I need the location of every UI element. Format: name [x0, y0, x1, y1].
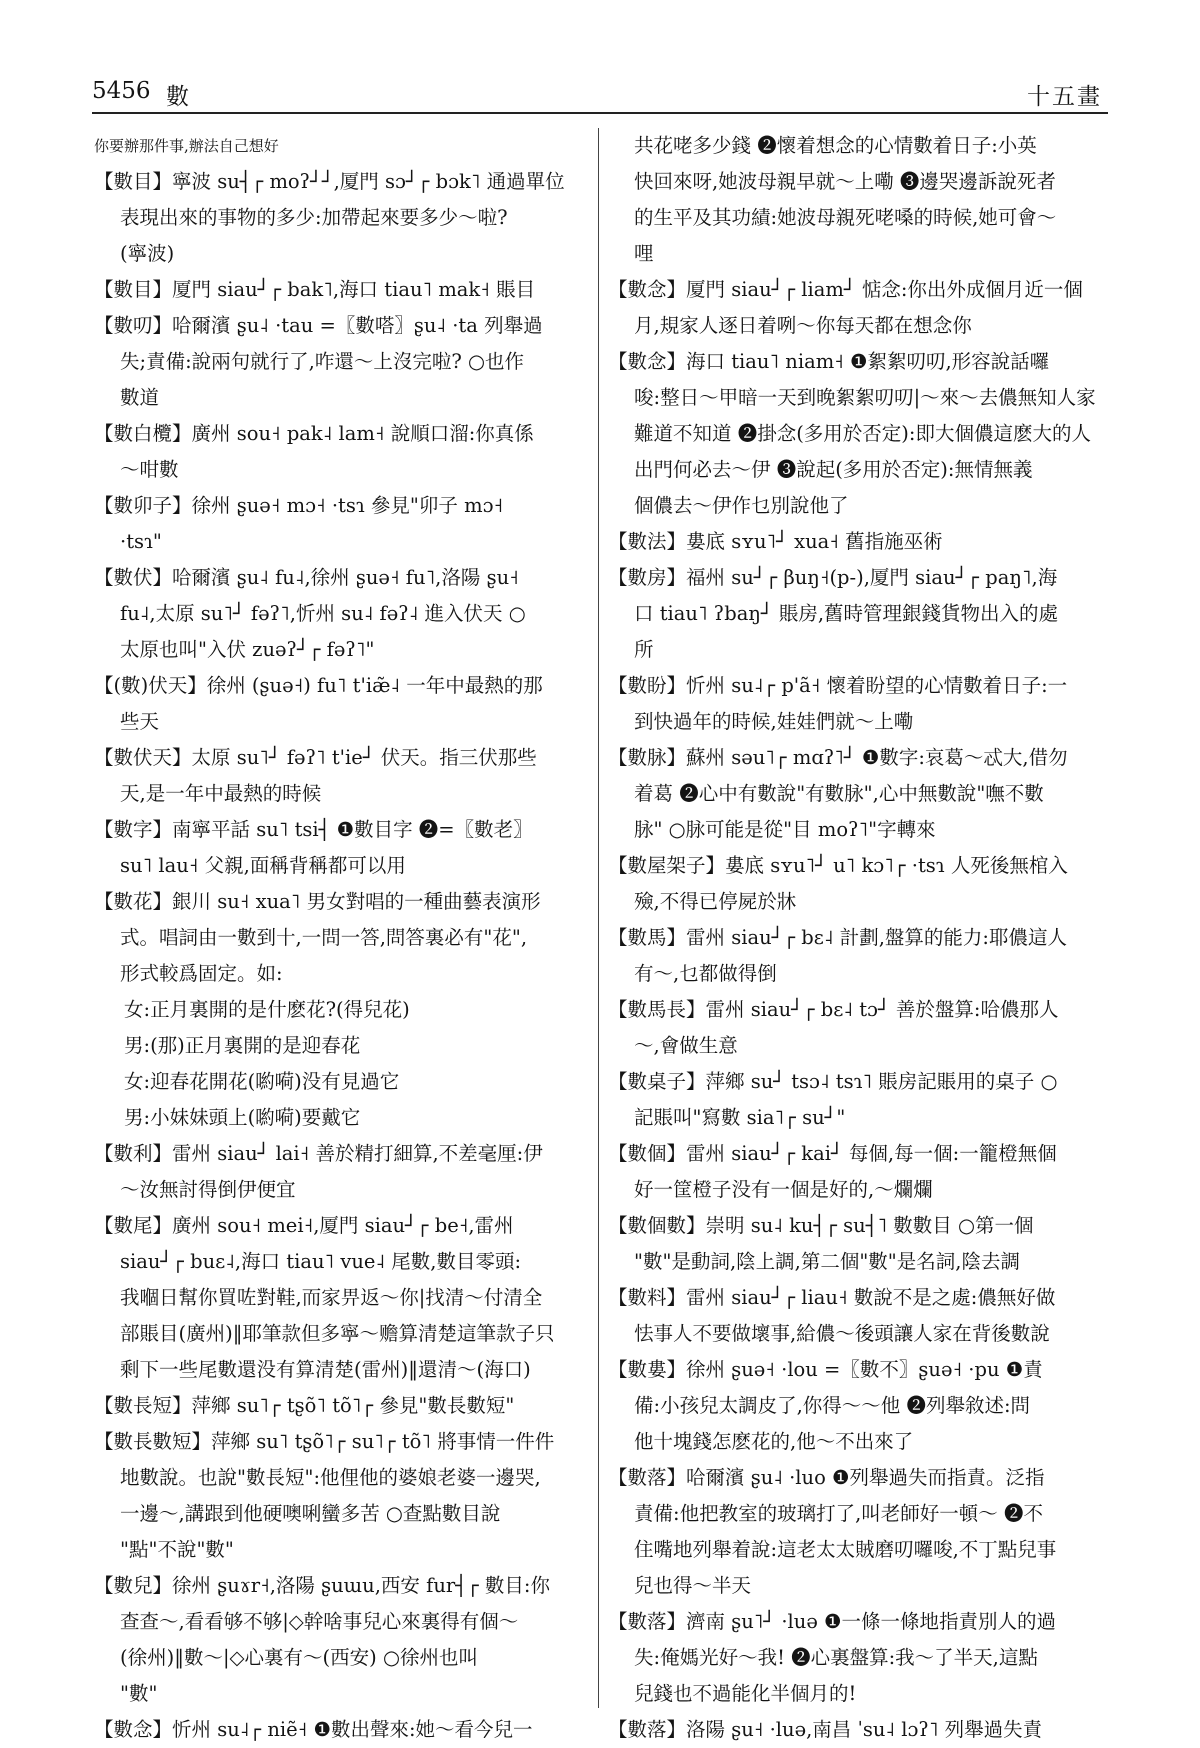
- right-column-line: ～,會做生意: [634, 1034, 738, 1057]
- right-column-line: 所: [634, 638, 654, 661]
- right-column-line: 到快過年的時候,娃娃們就～上嘞: [634, 710, 914, 733]
- left-column-line: 一邊～,講跟到他硬噢唎蠻多苦 ○查點數目說: [120, 1502, 501, 1525]
- right-column-line: 個儂去～伊作乜別說他了: [634, 494, 849, 517]
- head-character: 數: [166, 84, 189, 110]
- left-column-line: 查查～,看看够不够|◇幹啥事兒心來裏得有個～: [120, 1610, 519, 1633]
- right-column-line: 【數屋架子】婁底 sʏu˥┘ u˥ kɔ˥┌ ·tsɿ 人死後無棺入: [608, 854, 1068, 877]
- left-column-line: 【數念】忻州 su˨┌ niẽ˧ ❶數出聲來:她～看今兒一: [94, 1718, 533, 1741]
- left-column-line: 些天: [120, 710, 160, 733]
- left-column-line: 表現出來的事物的多少:加帶起來要多少～啦?: [120, 206, 508, 229]
- right-column-line: 【數念】海口 tiau˥ niam˧ ❶絮絮叨叨,形容說話囉: [608, 350, 1050, 373]
- right-column-line: 着葛 ❷心中有數說"有數脉",心中無數說"嘸不數: [634, 782, 1044, 805]
- right-column-line: 有～,乜都做得倒: [634, 962, 777, 985]
- left-column-line: 男:小妹妹頭上(喲嗬)要戴它: [124, 1106, 361, 1129]
- right-column-line: 難道不知道 ❷掛念(多用於否定):即大個儂這麽大的人: [634, 422, 1091, 445]
- left-column-line: 【數利】雷州 siau┘ lai˧ 善於精打細算,不差毫厘:伊: [94, 1142, 543, 1165]
- right-column-line: 【數料】雷州 siau┘┌ liau˧ 數說不是之處:儂無好做: [608, 1286, 1056, 1309]
- left-column-line: (徐州)‖數～|◇心裏有～(西安) ○徐州也叫: [120, 1646, 478, 1669]
- right-column-line: 【數個數】崇明 su˨ ku┤┌ su┤˥ 數數目 ○第一個: [608, 1214, 1034, 1237]
- right-column-line: 殮,不得已停屍於牀: [634, 890, 797, 913]
- right-column-line: 快回來呀,她波母親早就～上嘞 ❸邊哭邊訴說死者: [634, 170, 1056, 193]
- left-column-line: 【(數)伏天】徐州 (ʂuə˧) fu˥ t'iæ̃˨ 一年中最熱的那: [94, 674, 543, 697]
- left-column-line: 女:正月裏開的是什麽花?(得兒花): [124, 998, 410, 1021]
- right-column-line: 備:小孩兒太調皮了,你得～～他 ❷列舉敘述:問: [634, 1394, 1031, 1417]
- right-column-line: 【數房】福州 su┘┌ βuŋ˧(p-),厦門 siau┘┌ paŋ˥,海: [608, 566, 1058, 589]
- right-column-line: 失:俺媽光好～我! ❷心裏盤算:我～了半天,這點: [634, 1646, 1038, 1669]
- right-column-line: 怯事人不要做壞事,給儂～後頭讓人家在背後數說: [634, 1322, 1050, 1345]
- left-column-line: 【數叨】哈爾濱 ʂu˨ ·tau =〖數嗒〗ʂu˨ ·ta 列舉過: [94, 314, 543, 337]
- left-column-line: 【數字】南寧平話 su˥ tsi┤ ❶數目字 ❷=〖數老〗: [94, 818, 533, 841]
- right-column-line: 兒也得～半天: [634, 1574, 752, 1597]
- right-column-line: 【數盼】忻州 su˨┌ p'ã˧ 懷着盼望的心情數着日子:一: [608, 674, 1068, 697]
- right-column-line: 【數念】厦門 siau┘┌ liam┘ 惦念:你出外成個月近一個: [608, 278, 1083, 301]
- right-column-line: 兒錢也不過能化半個月的!: [634, 1682, 857, 1705]
- left-column-line: (寧波): [120, 242, 175, 265]
- left-column-line: 【數花】銀川 su˧ xua˥ 男女對唱的一種曲藝表演形: [94, 890, 541, 913]
- left-column-line: 女:迎春花開花(喲嗬)没有見過它: [124, 1070, 400, 1093]
- right-column-line: 共花咾多少錢 ❷懷着想念的心情數着日子:小英: [634, 134, 1037, 157]
- left-column-line: 我嗰日幫你買咗對鞋,而家畀返～你|找清～付清全: [120, 1286, 543, 1309]
- stroke-count-label: 十五畫: [1027, 84, 1102, 110]
- left-column-line: 剩下一些尾數還没有算清楚(雷州)‖還清～(海口): [120, 1358, 531, 1381]
- left-column-line: 【數伏天】太原 su˥┘ fəʔ˥ t'ie┘ 伏天。指三伏那些: [94, 746, 537, 769]
- left-column-line: 【數兒】徐州 ʂuɤr˧,洛陽 ʂuɯu,西安 fur┤┌ 數目:你: [94, 1574, 550, 1597]
- right-column-line: 【數落】洛陽 ʂu˧ ·luə,南昌 ˈsu˨ lɔʔ˥ 列舉過失責: [608, 1718, 1043, 1741]
- right-column-line: 他十塊錢怎麽花的,他～不出來了: [634, 1430, 914, 1453]
- left-column-line: 太原也叫"入伏 zuəʔ┘┌ fəʔ˥": [120, 638, 375, 661]
- right-column-line: 【數桌子】萍鄉 su┘ tsɔ˨ tsɿ˥ 賬房記賬用的桌子 ○: [608, 1070, 1058, 1093]
- right-column-line: 【數個】雷州 siau┘┌ kai┘ 每個,每一個:一籠橙無個: [608, 1142, 1057, 1165]
- left-column-line: 【數尾】廣州 sou˧ mei˧,厦門 siau┘┌ be˧,雷州: [94, 1214, 514, 1237]
- left-column-line: "數": [120, 1682, 158, 1705]
- left-column-line: 地數說。也說"數長短":他俚他的婆娘老婆一邊哭,: [120, 1466, 541, 1489]
- left-column-line: "點"不說"數": [120, 1538, 234, 1561]
- left-column-line: ·tsɿ": [120, 530, 162, 553]
- right-column-line: 住嘴地列舉着說:這老太太賊磨叨囉唆,不丁點兒事: [634, 1538, 1057, 1561]
- right-column-line: 的生平及其功績:她波母親死咾嗓的時候,她可會～: [634, 206, 1057, 229]
- right-column-line: 月,規家人逐日着咧～你每天都在想念你: [634, 314, 972, 337]
- left-column-line: 【數白欖】廣州 sou˧ pak˨ lam˧ 說順口溜:你真係: [94, 422, 534, 445]
- right-column-line: 責備:他把教室的玻璃打了,叫老師好一頓～ ❷不: [634, 1502, 1043, 1525]
- right-column-line: 【數婁】徐州 ʂuə˧ ·lou =〖數不〗ʂuə˧ ·pu ❶責: [608, 1358, 1043, 1381]
- right-column-line: 【數馬長】雷州 siau┘┌ bɛ˨ tɔ┘ 善於盤算:哈儂那人: [608, 998, 1059, 1021]
- left-column-line: fu˨,太原 su˥┘ fəʔ˥,忻州 su˨ fəʔ˨ 進入伏天 ○: [120, 602, 526, 625]
- left-column: [94, 128, 590, 1748]
- right-column-line: 好一筐橙子没有一個是好的,～爛爛: [634, 1178, 933, 1201]
- left-column-line: 男:(那)正月裏開的是迎春花: [124, 1034, 361, 1057]
- right-column-line: 【數法】婁底 sʏu˥┘ xua˧ 舊指施巫術: [608, 530, 943, 553]
- left-column-line: 數道: [120, 386, 160, 409]
- left-column-line: 天,是一年中最熱的時候: [120, 782, 322, 805]
- left-column-line: 式。唱詞由一數到十,一問一答,問答裏必有"花",: [120, 926, 528, 949]
- left-column-line: 【數伏】哈爾濱 ʂu˨ fu˨,徐州 ʂuə˧ fu˥,洛陽 ʂu˧: [94, 566, 519, 589]
- right-column-line: 記賬叫"寫數 sia˥┌ su┘": [634, 1106, 846, 1129]
- right-column-line: 【數落】哈爾濱 ʂu˨ ·luo ❶列舉過失而指責。泛指: [608, 1466, 1045, 1489]
- right-column-line: "數"是動詞,陰上調,第二個"數"是名詞,陰去調: [634, 1250, 1020, 1273]
- left-column-line: 【數目】厦門 siau┘┌ bak˥,海口 tiau˥ mak˧ 賬目: [94, 278, 536, 301]
- left-column-line: 你要辦那件事,辦法自己想好: [94, 137, 279, 155]
- right-column-line: 出門何必去～伊 ❸說起(多用於否定):無情無義: [634, 458, 1033, 481]
- left-column-line: 部賬目(廣州)‖耶筆款但多寧～赡算清楚這筆款子只: [120, 1322, 555, 1345]
- right-column-line: 【數馬】雷州 siau┘┌ bɛ˨ 計劃,盤算的能力:耶儂這人: [608, 926, 1067, 949]
- left-column-line: ～汝無討得倒伊便宜: [120, 1178, 296, 1201]
- column-divider: [598, 128, 599, 1708]
- right-column-line: 脉" ○脉可能是從"目 moʔ˥"字轉來: [634, 818, 936, 841]
- left-column-line: 失;責備:說兩句就行了,咋還～上沒完啦? ○也作: [120, 350, 525, 373]
- right-column-line: 唆:整日～甲暗一天到晚絮絮叨叨|～來～去儂無知人家: [634, 386, 1096, 409]
- right-column: [608, 128, 1104, 1748]
- left-column-line: 【數長數短】萍鄉 su˥ tʂõ˥┌ su˥┌ tõ˥ 將事情一件件: [94, 1430, 555, 1453]
- left-column-line: siau┘┌ buɛ˨,海口 tiau˥ vue˨ 尾數,數目零頭:: [120, 1250, 522, 1273]
- right-column-line: 哩: [634, 242, 654, 265]
- page-header: [92, 78, 1108, 112]
- page-number: 5456: [92, 78, 151, 104]
- right-column-line: 【數落】濟南 ʂu˥┘ ·luə ❶一條一條地指責別人的過: [608, 1610, 1057, 1633]
- right-column-line: 【數脉】蘇州 səu˥┌ mɑʔ˥┘ ❶數字:哀葛～忒大,借勿: [608, 746, 1068, 769]
- left-column-line: 【數目】寧波 su┤┌ moʔ┘┘,厦門 sɔ┘┌ bɔk˥ 通過單位: [94, 170, 565, 193]
- right-column-line: 口 tiau˥ ʔbaŋ┘ 賬房,舊時管理銀錢貨物出入的處: [634, 602, 1059, 625]
- left-column-line: su˥ lau˧ 父親,面稱背稱都可以用: [120, 854, 406, 877]
- left-column-line: 形式較爲固定。如:: [120, 962, 283, 985]
- left-column-line: 【數卯子】徐州 ʂuə˧ mɔ˧ ·tsɿ 參見"卯子 mɔ˧: [94, 494, 504, 517]
- left-column-line: 【數長短】萍鄉 su˥┌ tʂõ˥ tõ˥┌ 參見"數長數短": [94, 1394, 515, 1417]
- header-rule: [92, 112, 1108, 114]
- left-column-line: ～咁數: [120, 458, 179, 481]
